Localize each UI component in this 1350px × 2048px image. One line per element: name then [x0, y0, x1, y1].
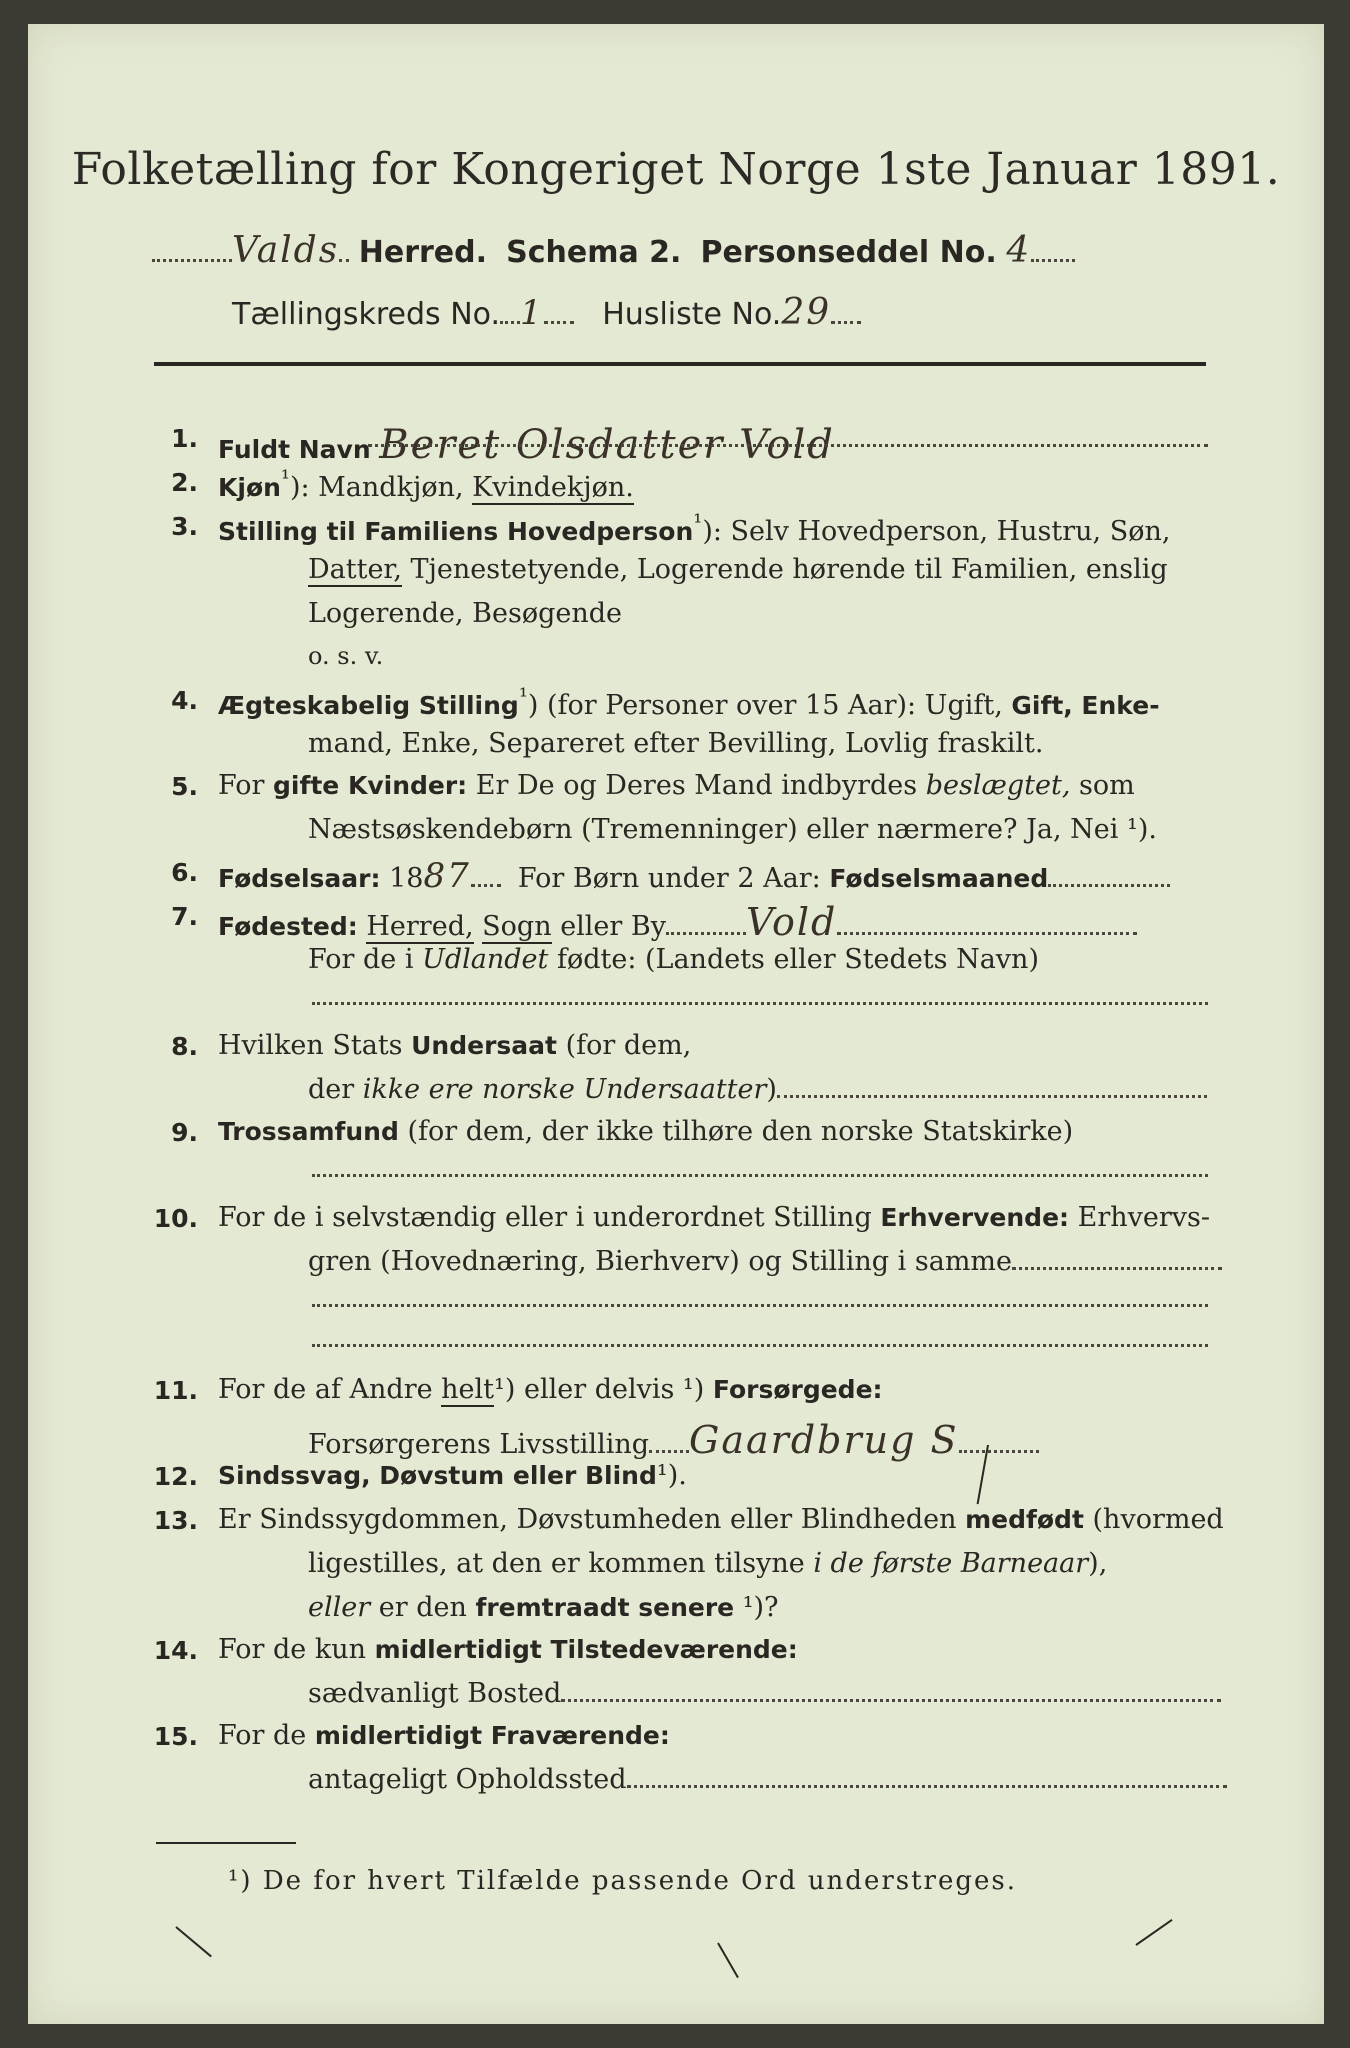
q13-line2-pre: ligestilles, at den er kommen tilsyne	[308, 1548, 805, 1579]
q5-line1	[218, 770, 1135, 801]
q10-end: Erhvervs-	[1077, 1202, 1211, 1233]
q14-label: midlertidigt Tilstedeværende:	[374, 1635, 798, 1664]
q11-helt: helt	[441, 1374, 495, 1405]
q7-dotline	[312, 1002, 1208, 1005]
q9-dotline	[312, 1174, 1208, 1177]
q10-dotline2	[312, 1344, 1208, 1347]
schema-label: Schema 2.	[506, 235, 682, 270]
q12-number: 12.	[153, 1462, 198, 1491]
q13-line1	[218, 1504, 1224, 1535]
herred-value: Valds	[232, 230, 340, 271]
q5-number: 5.	[171, 772, 198, 801]
q3-line3: Logerende, Besøgende	[308, 598, 622, 629]
census-form-sheet	[28, 24, 1324, 2024]
q4-enke: Enke-	[1081, 691, 1160, 720]
q12-line	[218, 1460, 687, 1491]
q7-rest: eller By	[560, 911, 666, 942]
q13-line2-italic: i de første Barneaar	[813, 1548, 1089, 1579]
q1-dotline	[368, 444, 1208, 447]
q13-number: 13.	[153, 1506, 198, 1535]
header-rule	[154, 362, 1206, 366]
q11-line2	[308, 1418, 1039, 1462]
q7-line2-pre: For de i	[308, 944, 414, 975]
q14-line2	[308, 1678, 1221, 1709]
q7-line2	[308, 944, 1039, 975]
pen-mark-right	[1135, 1919, 1172, 1946]
q1-value: Beret Olsdatter Vold	[379, 422, 835, 468]
q4-number: 4.	[171, 686, 198, 715]
q7-value: Vold	[746, 900, 838, 944]
q13-line3-pre: er den	[378, 1592, 467, 1623]
q11-label: Forsørgede:	[712, 1375, 883, 1404]
q6-number: 6.	[171, 858, 198, 887]
personseddel-label: Personseddel No.	[700, 235, 997, 270]
footnote-rule	[156, 1842, 296, 1844]
q2-label: Kjøn	[218, 473, 281, 502]
q3-line1-rest: ): Selv Hovedperson, Hustru, Søn,	[702, 516, 1171, 547]
q13-line3-label: fremtraadt senere	[475, 1593, 735, 1622]
q5-pre: For	[218, 770, 265, 801]
q7-number: 7.	[171, 902, 198, 931]
form-title: Folketælling for Kongeriget Norge 1ste Januar 1891.	[71, 144, 1281, 195]
q4-line1-rest: ) (for Personer over 15 Aar): Ugift,	[527, 690, 1003, 721]
q13-line3-italic: eller	[308, 1592, 371, 1623]
q6-year-value: 87	[423, 856, 471, 896]
q1-label: Fuldt Navn	[218, 435, 371, 464]
q8-label: Undersaat	[411, 1031, 557, 1060]
q6-label: Fødselsaar:	[218, 864, 381, 893]
q7-line2-italic: Udlandet	[422, 944, 549, 975]
q15-line2: antageligt Opholdssted	[308, 1764, 627, 1795]
q14-pre: For de kun	[218, 1634, 366, 1665]
q15-number: 15.	[153, 1722, 198, 1751]
q8-number: 8.	[171, 1032, 198, 1061]
q11-line1	[218, 1374, 883, 1405]
q10-pre: For de i selvstændig eller i underordnet Stilling	[218, 1202, 872, 1233]
herred-label: Herred.	[358, 235, 488, 270]
q8-line2-pre: der	[308, 1074, 355, 1105]
q5-end: som	[1079, 770, 1135, 801]
q15-line2	[308, 1764, 1227, 1795]
q4-sup: ¹	[518, 684, 528, 710]
q9-rest: (for dem, der ikke tilhøre den norske Statskirke)	[407, 1116, 1074, 1147]
herred-line	[152, 230, 1075, 271]
q14-line2: sædvanligt Bosted	[308, 1678, 562, 1709]
pen-mark-center	[717, 1943, 739, 1979]
q9-number: 9.	[171, 1118, 198, 1147]
q10-line2: gren (Hovednæring, Bierhverv) og Stilling i samme	[308, 1246, 1013, 1277]
q12-label: Sindssvag, Døvstum eller Blind	[218, 1461, 657, 1490]
q13-line2-end: ),	[1088, 1548, 1108, 1579]
q8-line2-italic: ikke ere norske Undersaatter	[362, 1074, 767, 1105]
q9-line	[218, 1116, 1073, 1147]
q15-label: midlertidigt Fraværende:	[314, 1721, 670, 1750]
q12-end: ¹).	[656, 1460, 687, 1491]
q13-line2	[308, 1548, 1107, 1579]
q10-line2	[308, 1246, 1222, 1277]
q2-number: 2.	[171, 468, 198, 497]
kreds-value: 1	[520, 293, 544, 333]
q8-rest: (for dem,	[565, 1030, 692, 1061]
q3-line2-rest: Tjenestetyende, Logerende hørende til Familien, enslig	[410, 554, 1168, 585]
q2-rest: ): Mandkjøn,	[289, 472, 464, 503]
q15-pre: For de	[218, 1720, 307, 1751]
q7-herred: Herred,	[366, 911, 474, 942]
q1-number: 1.	[171, 424, 198, 453]
q10-label: Erhvervende:	[880, 1203, 1070, 1232]
q10-number: 10.	[153, 1204, 198, 1233]
q3-line1	[218, 510, 1170, 547]
q8-line2-end: )	[766, 1074, 777, 1105]
husliste-value: 29	[781, 292, 832, 333]
q11-number: 11.	[153, 1376, 198, 1405]
q4-line2: mand, Enke, Separeret efter Bevilling, Lovlig fraskilt.	[308, 728, 1044, 759]
q10-line1	[218, 1202, 1210, 1233]
q11-value: Gaardbrug S	[689, 1418, 959, 1462]
q3-selected: Datter,	[308, 554, 402, 585]
q9-label: Trossamfund	[218, 1117, 399, 1146]
q4-label: Ægteskabelig Stilling	[218, 691, 519, 720]
q6-rest: For Børn under 2 Aar:	[517, 863, 821, 894]
personseddel-value: 4	[1006, 230, 1032, 271]
q11-pre: For de af Andre	[218, 1374, 433, 1405]
q3-line4: o. s. v.	[308, 642, 384, 670]
q10-dotline1	[312, 1304, 1208, 1307]
q3-number: 3.	[171, 512, 198, 541]
q11-mid: ¹) eller delvis ¹)	[494, 1374, 705, 1405]
q13-end: (hvormed	[1092, 1504, 1224, 1535]
q13-line3-end: ¹)?	[742, 1592, 779, 1623]
husliste-label: Husliste No.	[602, 297, 782, 332]
pen-mark-left	[175, 1926, 212, 1957]
q13-line3	[308, 1592, 779, 1623]
footnote: ¹) De for hvert Tilfælde passende Ord understreges.	[228, 1866, 1018, 1896]
q3-line2	[308, 554, 1168, 585]
q7-label: Fødested:	[218, 912, 358, 941]
q2-selected: Kvindekjøn.	[472, 472, 634, 503]
q2-sup: ¹	[280, 466, 290, 492]
q11-line2-label: Forsørgerens Livsstilling	[308, 1429, 650, 1460]
q4-gift: Gift,	[1011, 691, 1073, 720]
q5-italic: beslægtet,	[925, 770, 1071, 801]
q14-number: 14.	[153, 1636, 198, 1665]
q8-line2	[308, 1074, 1207, 1105]
q7-sogn: Sogn	[482, 911, 552, 942]
q13-pre: Er Sindssygdommen, Døvstumheden eller Blindheden	[218, 1504, 957, 1535]
q15-line1	[218, 1720, 670, 1751]
q3-sup: ¹	[693, 510, 703, 536]
q7-line2-rest: fødte: (Landets eller Stedets Navn)	[556, 944, 1039, 975]
kreds-label: Tællingskreds No.	[232, 297, 500, 332]
q6-line	[218, 856, 1170, 896]
q2-line	[218, 466, 634, 503]
q5-line2: Næstsøskendebørn (Tremenninger) eller nærmere? Ja, Nei ¹).	[308, 814, 1157, 845]
q8-pre: Hvilken Stats	[218, 1030, 403, 1061]
q5-line1-rest: Er De og Deres Mand indbyrdes	[475, 770, 918, 801]
q5-label: gifte Kvinder:	[273, 771, 468, 800]
q6-year-prefix: 18	[389, 863, 424, 894]
q4-line1	[218, 684, 1160, 721]
q13-label: medfødt	[965, 1505, 1084, 1534]
q8-line1	[218, 1030, 691, 1061]
q14-line1	[218, 1634, 798, 1665]
q7-line1	[218, 900, 1137, 944]
q6-label2: Fødselsmaaned	[829, 864, 1049, 893]
kreds-line	[232, 292, 861, 333]
q3-label: Stilling til Familiens Hovedperson	[218, 517, 694, 546]
